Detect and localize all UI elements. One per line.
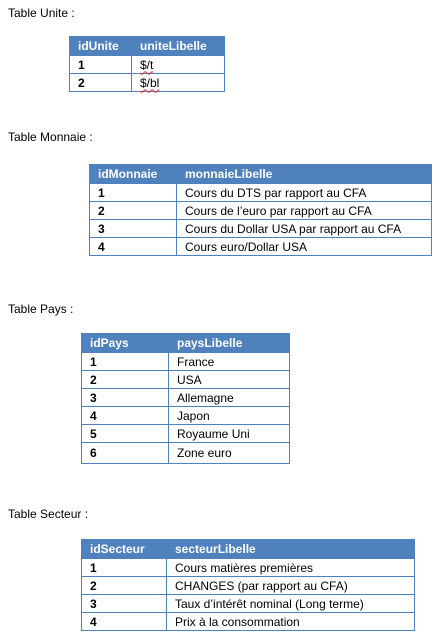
table-row: [90, 202, 432, 220]
table-row: [82, 371, 290, 389]
cell-label: Cours du Dollar USA par rapport au CFA: [177, 220, 432, 238]
cell-id: 2: [82, 577, 167, 595]
cell-label: France: [169, 353, 290, 371]
table-row: [82, 407, 290, 425]
table-row: [82, 353, 290, 371]
cell-label: Cours de l’euro par rapport au CFA: [177, 202, 432, 220]
cell-label: Japon: [169, 407, 290, 425]
table-row: [82, 443, 290, 464]
cell-id: 1: [82, 559, 167, 577]
table-row: [82, 577, 415, 595]
column-header-monnaielibelle: monnaieLibelle: [177, 165, 432, 184]
column-header-unitelibelle: uniteLibelle: [132, 37, 225, 56]
column-header-secteurlibelle: secteurLibelle: [167, 540, 415, 559]
table-row: [70, 56, 225, 74]
table-unite: [69, 36, 225, 92]
cell-id: 5: [82, 425, 169, 443]
table-secteur: [81, 539, 415, 631]
table-row: [70, 74, 225, 92]
caption-table-pays: Table Pays :: [8, 302, 74, 316]
cell-label: Royaume Uni: [169, 425, 290, 443]
cell-label: Cours du DTS par rapport au CFA: [177, 184, 432, 202]
cell-label: Cours matières premières: [167, 559, 415, 577]
table-header-row: [90, 165, 432, 184]
cell-id: 2: [82, 371, 169, 389]
cell-label: Prix à la consommation: [167, 613, 415, 631]
cell-label: [132, 56, 225, 74]
cell-id: 4: [90, 238, 177, 256]
cell-id: 2: [70, 74, 132, 92]
table-row: [82, 613, 415, 631]
table-row: [82, 595, 415, 613]
column-header-payslibelle: paysLibelle: [169, 334, 290, 353]
column-header-idpays: idPays: [82, 334, 169, 353]
caption-table-unite: Table Unite :: [8, 6, 75, 20]
table-row: [82, 425, 290, 443]
cell-label: USA: [169, 371, 290, 389]
table-monnaie: [89, 164, 432, 256]
cell-id: 2: [90, 202, 177, 220]
table-header-row: [70, 37, 225, 56]
cell-label: Cours euro/Dollar USA: [177, 238, 432, 256]
cell-label: Allemagne: [169, 389, 290, 407]
cell-label: [132, 74, 225, 92]
table-pays: [81, 333, 290, 464]
cell-id: 1: [90, 184, 177, 202]
caption-table-monnaie: Table Monnaie :: [8, 130, 93, 144]
column-header-idunite: idUnite: [70, 37, 132, 56]
cell-id: 3: [82, 389, 169, 407]
table-row: [90, 238, 432, 256]
cell-id: 3: [82, 595, 167, 613]
cell-id: 1: [82, 353, 169, 371]
table-row: [82, 389, 290, 407]
cell-id: 3: [90, 220, 177, 238]
column-header-idsecteur: idSecteur: [82, 540, 167, 559]
caption-table-secteur: Table Secteur :: [8, 507, 89, 521]
cell-label-text: $/bl: [140, 75, 160, 90]
cell-id: 1: [70, 56, 132, 74]
cell-label: Taux d’intérêt nominal (Long terme): [167, 595, 415, 613]
cell-label: Zone euro: [169, 443, 290, 464]
table-row: [82, 559, 415, 577]
cell-label-text: $/t: [140, 57, 154, 72]
cell-id: 4: [82, 407, 169, 425]
column-header-idmonnaie: idMonnaie: [90, 165, 177, 184]
cell-label: CHANGES (par rapport au CFA): [167, 577, 415, 595]
table-header-row: [82, 334, 290, 353]
table-row: [90, 220, 432, 238]
cell-id: 6: [82, 443, 169, 464]
cell-id: 4: [82, 613, 167, 631]
table-row: [90, 184, 432, 202]
table-header-row: [82, 540, 415, 559]
